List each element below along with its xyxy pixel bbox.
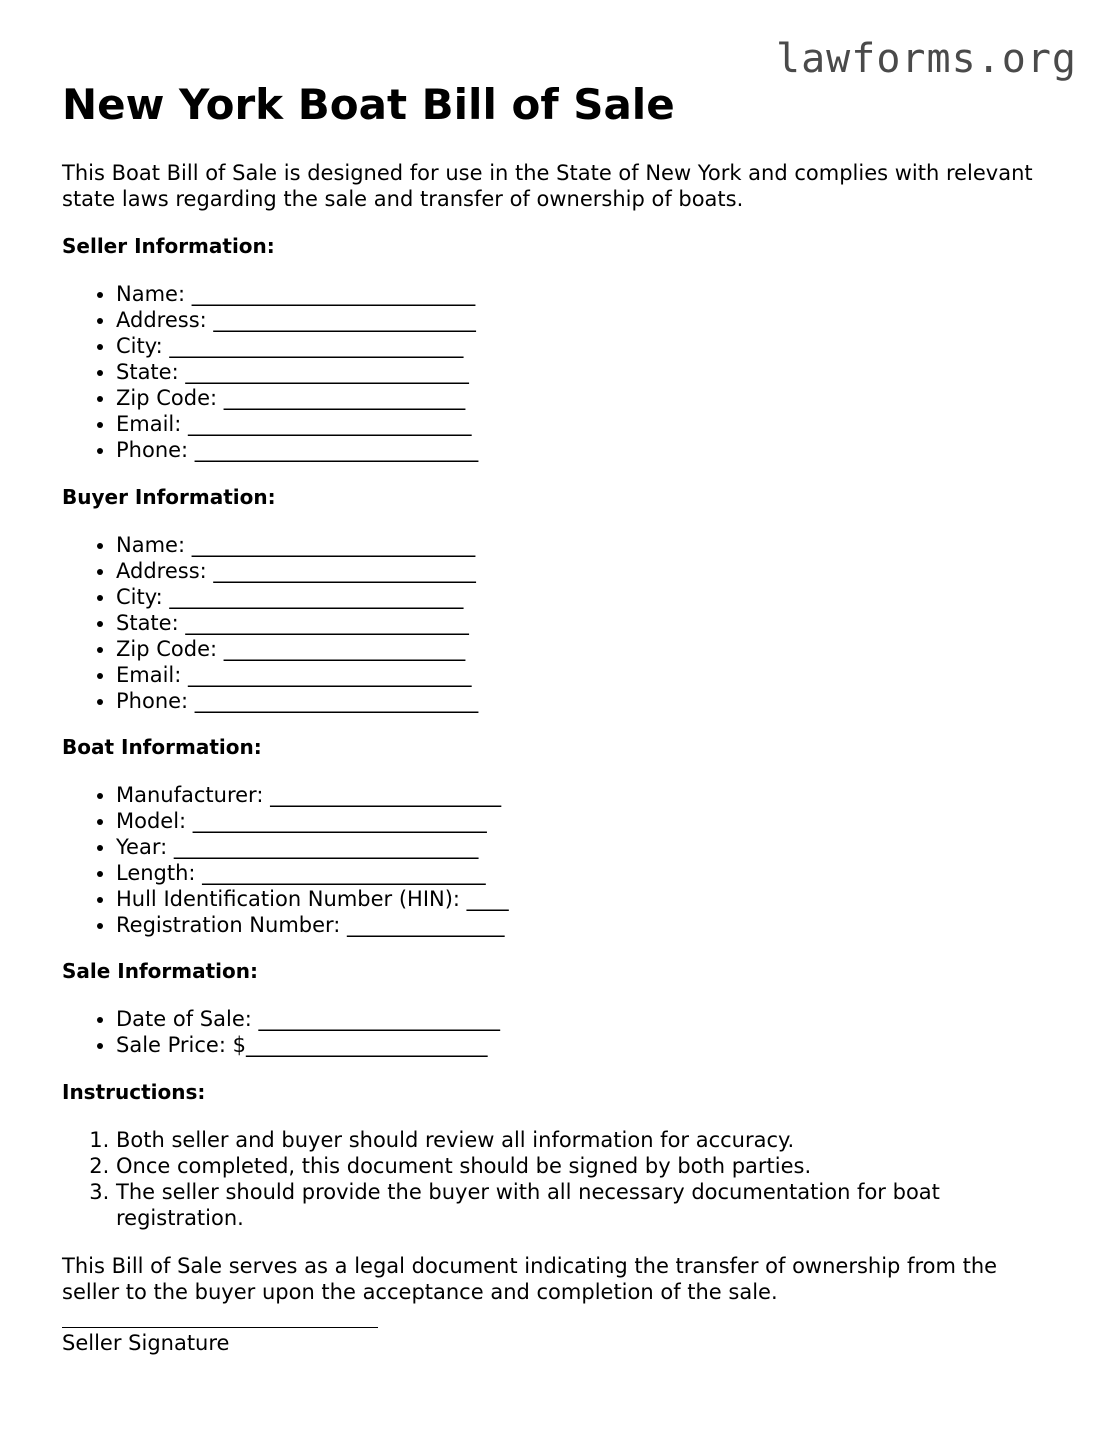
site-watermark: lawforms.org [776,36,1077,82]
boat-section [62,734,1052,938]
intro-paragraph: This Boat Bill of Sale is designed for use in the State of New York and complies with relevant state laws regarding the sale and transfer of ownership of boats. [62,161,1033,211]
instruction-step: 3. The seller should provide the buyer with all necessary documentation for boat registration. [116,1179,1052,1231]
instruction-step: 2. Once completed, this document should be signed by both parties. [116,1153,1052,1179]
seller-state-field[interactable]: • State: ___________________________ [116,359,1052,385]
buyer-section [62,484,1052,714]
page-title: New York Boat Bill of Sale [62,80,675,129]
buyer-address-field[interactable]: • Address: _________________________ [116,558,1052,584]
instructions-list [62,1127,1052,1231]
buyer-state-field[interactable]: • State: ___________________________ [116,610,1052,636]
seller-address-field[interactable]: • Address: _________________________ [116,307,1052,333]
boat-heading: Boat Information: [62,735,262,759]
signature-label: Seller Signature [62,1331,230,1355]
boat-hin-field[interactable]: • Hull Identification Number (HIN): ____ [116,886,1052,912]
buyer-name-field[interactable]: • Name: ___________________________ [116,532,1052,558]
sale-price-field[interactable]: • Sale Price: $_______________________ [116,1032,1052,1058]
boat-model-field[interactable]: • Model: ____________________________ [116,808,1052,834]
buyer-zip-field[interactable]: • Zip Code: _______________________ [116,636,1052,662]
seller-email-field[interactable]: • Email: ___________________________ [116,411,1052,437]
seller-city-field[interactable]: • City: ____________________________ [116,333,1052,359]
boat-manufacturer-field[interactable]: • Manufacturer: ______________________ [116,782,1052,808]
buyer-email-field[interactable]: • Email: ___________________________ [116,662,1052,688]
boat-length-field[interactable]: • Length: ___________________________ [116,860,1052,886]
sale-section [62,958,1052,1058]
instructions-heading: Instructions: [62,1080,206,1104]
instruction-step: 1. Both seller and buyer should review all information for accuracy. [116,1127,1052,1153]
buyer-phone-field[interactable]: • Phone: ___________________________ [116,688,1052,714]
boat-year-field[interactable]: • Year: _____________________________ [116,834,1052,860]
seller-phone-field[interactable]: • Phone: ___________________________ [116,437,1052,463]
buyer-city-field[interactable]: • City: ____________________________ [116,584,1052,610]
seller-fields [62,281,1052,463]
seller-signature-block [62,1327,378,1356]
signature-line[interactable] [62,1327,378,1328]
buyer-fields [62,532,1052,714]
seller-name-field[interactable]: • Name: ___________________________ [116,281,1052,307]
buyer-heading: Buyer Information: [62,485,276,509]
seller-section [62,233,1052,463]
instructions-section [62,1079,1052,1231]
seller-zip-field[interactable]: • Zip Code: _______________________ [116,385,1052,411]
sale-fields [62,1006,1052,1058]
sale-heading: Sale Information: [62,959,258,983]
seller-heading: Seller Information: [62,234,275,258]
sale-date-field[interactable]: • Date of Sale: _______________________ [116,1006,1052,1032]
closing-paragraph: This Bill of Sale serves as a legal document indicating the transfer of ownership from the seller to the buyer upon the acceptance and completion of the sale. [62,1254,998,1304]
boat-registration-field[interactable]: • Registration Number: _______________ [116,912,1052,938]
boat-fields [62,782,1052,938]
